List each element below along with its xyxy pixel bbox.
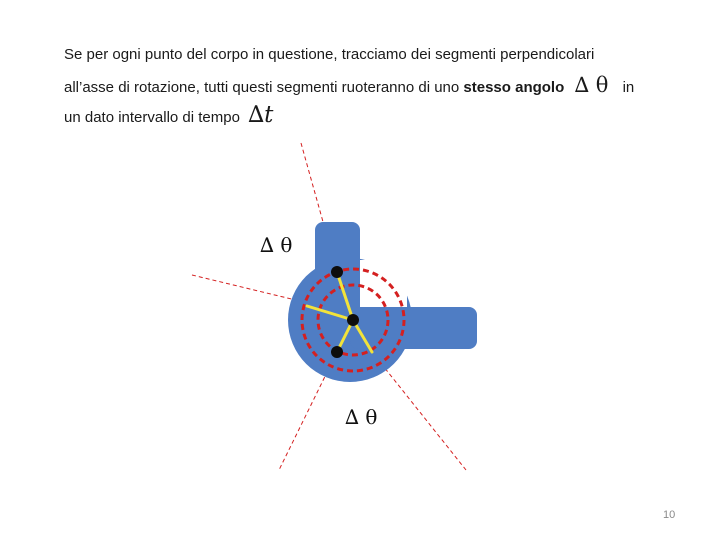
point-lower (331, 346, 343, 358)
emphasis-same-angle: stesso angolo (463, 79, 565, 96)
text-line-2-start: all’asse di rotazione, tutti questi segmenti ruoteranno di uno (64, 79, 464, 96)
point-center (347, 314, 359, 326)
delta-t-symbol: ∆t (248, 102, 274, 128)
delta-theta-symbol: ∆ θ (574, 73, 609, 97)
point-top (331, 266, 343, 278)
rigid-body-right-arm (350, 307, 477, 349)
text-line-3-content: un dato intervallo di tempo (64, 109, 240, 126)
text-line-2-end: in (622, 79, 635, 96)
delta-theta-label-bottom: ∆ θ (345, 405, 378, 429)
text-line-1-content: Se per ogni punto del corpo in questione, tracciamo dei segmenti perpendicolari (64, 46, 595, 63)
body-cutout (360, 260, 407, 307)
page-number: 10 (663, 509, 676, 521)
delta-theta-label-top: ∆ θ (260, 233, 293, 257)
